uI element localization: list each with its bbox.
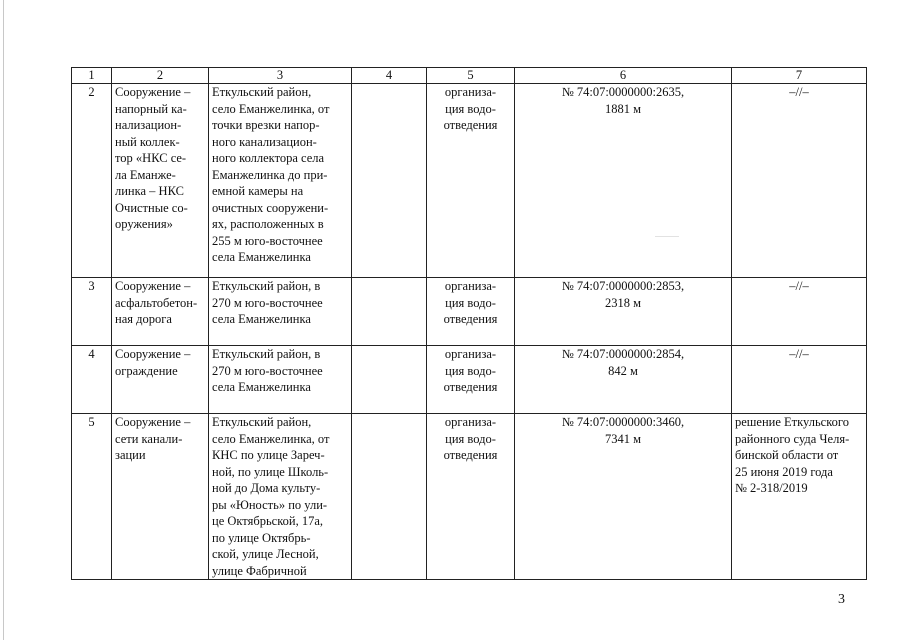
empty-cell: [352, 346, 427, 414]
object-name: Сооружение – сети канали- зации: [112, 414, 209, 580]
page-number: 3: [838, 592, 845, 607]
column-header: 2: [112, 68, 209, 84]
row-number: 5: [72, 414, 112, 580]
object-location: Еткульский район, село Еманжелинка, от КНС по улице Зареч- ной, по улице Школь- ной до Дома культу- ры «Юность» по ули- це Октябрьской, 17а, по улице Октябрь- ской, улице Лесной, улице Фабричной: [209, 414, 352, 580]
object-location: Еткульский район, в 270 м юго-восточнее села Еманжелинка: [209, 346, 352, 414]
empty-cell: [352, 84, 427, 278]
table-row: [72, 278, 867, 346]
column-header: 6: [515, 68, 732, 84]
empty-cell: [352, 278, 427, 346]
scan-edge-line: [3, 0, 4, 640]
column-header: 3: [209, 68, 352, 84]
object-name: Сооружение – асфальтобетон- ная дорога: [112, 278, 209, 346]
object-location: Еткульский район, село Еманжелинка, от точки врезки напор- ного канализацион- ного коллектора села Еманжелинка до при- емной камеры на очистных сооружени- ях, расположенных в 255 м юго-восточнее села Еманжелинка: [209, 84, 352, 278]
row-number: 3: [72, 278, 112, 346]
basis: –//–: [732, 278, 867, 346]
organization: организа- ция водо- отведения: [427, 414, 515, 580]
basis: –//–: [732, 84, 867, 278]
organization: организа- ция водо- отведения: [427, 84, 515, 278]
organization: организа- ция водо- отведения: [427, 278, 515, 346]
cadastral-number: № 74:07:0000000:2853, 2318 м: [515, 278, 732, 346]
table-row: [72, 84, 867, 278]
row-number: 2: [72, 84, 112, 278]
basis: решение Еткульского районного суда Челя- бинской области от 25 июня 2019 года № 2-318/2019: [732, 414, 867, 580]
cadastral-number: № 74:07:0000000:2854, 842 м: [515, 346, 732, 414]
cadastral-number: № 74:07:0000000:2635, 1881 м: [515, 84, 732, 278]
column-header: 1: [72, 68, 112, 84]
property-register-table: [71, 67, 867, 580]
cadastral-number: № 74:07:0000000:3460, 7341 м: [515, 414, 732, 580]
column-header: 5: [427, 68, 515, 84]
basis: –//–: [732, 346, 867, 414]
row-number: 4: [72, 346, 112, 414]
object-name: Сооружение – напорный ка- нализацион- ный коллек- тор «НКС се- ла Еманже- линка – НКС Очистные со- оружения»: [112, 84, 209, 278]
table-row: [72, 414, 867, 580]
column-header: 7: [732, 68, 867, 84]
table-row: [72, 346, 867, 414]
organization: организа- ция водо- отведения: [427, 346, 515, 414]
empty-cell: [352, 414, 427, 580]
column-number-row: [72, 68, 867, 84]
column-header: 4: [352, 68, 427, 84]
object-location: Еткульский район, в 270 м юго-восточнее села Еманжелинка: [209, 278, 352, 346]
object-name: Сооружение – ограждение: [112, 346, 209, 414]
